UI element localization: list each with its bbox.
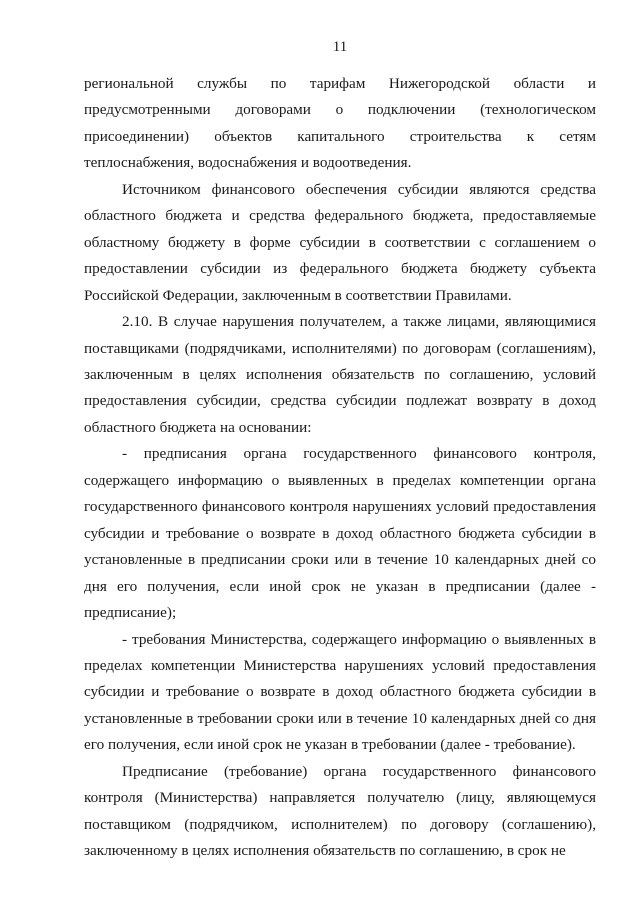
document-body: [84, 71, 596, 865]
paragraph-section-2-10: 2.10. В случае нарушения получателем, а также лицами, являющимися поставщиками (подрядчиками, исполнителями) по договорам (соглашениям), заключенным в целях исполнения обязательств по соглашению, условий предоставления субсидии, средства субсидии подлежат возврату в доход областного бюджета на основании:: [84, 313, 596, 436]
page-number: 11: [332, 39, 348, 55]
paragraph-prescription-sent: Предписание (требование) органа государственного финансового контроля (Министерства) направляется получателю (лицу, являющемуся поставщиком (подрядчиком, исполнителем) по договору (соглашению), заключенному в целях исполнения обязательств по соглашению, в срок не: [84, 762, 596, 860]
paragraph-funding-source: Источником финансового обеспечения субсидии являются средства областного бюджета и средства федерального бюджета, предоставляемые областному бюджету в форме субсидии в соответствии с соглашением о предоставлении субсидии из федерального бюджета бюджету субъекта Российской Федерации, заключенным в соответствии Правилами.: [84, 180, 596, 304]
list-item-requirement: - требования Министерства, содержащего информацию о выявленных в пределах компетенции Министерства нарушениях условий предоставления субсидии и требование о возврате в доход областного бюджета субсидии в установленные в требовании сроки или в течение 10 календарных дней со дня его получения, если иной срок не указан в требовании (далее - требование).: [84, 630, 596, 754]
paragraph-continuation: региональной службы по тарифам Нижегородской области и предусмотренными договорами о подключении (технологическом присоединении) объектов капитального строительства к сетям теплоснабжения, водоснабжения и водоотведения.: [84, 75, 596, 172]
list-item-prescription: - предписания органа государственного финансового контроля, содержащего информацию о выявленных в пределах компетенции органа государственного финансового контроля нарушениях условий предоставления субсидии и требование о возврате в доход областного бюджета субсидии в установленные в предписании сроки или в течение 10 календарных дней со дня его получения, если иной срок не указан в предписании (далее - предписание);: [84, 445, 596, 622]
